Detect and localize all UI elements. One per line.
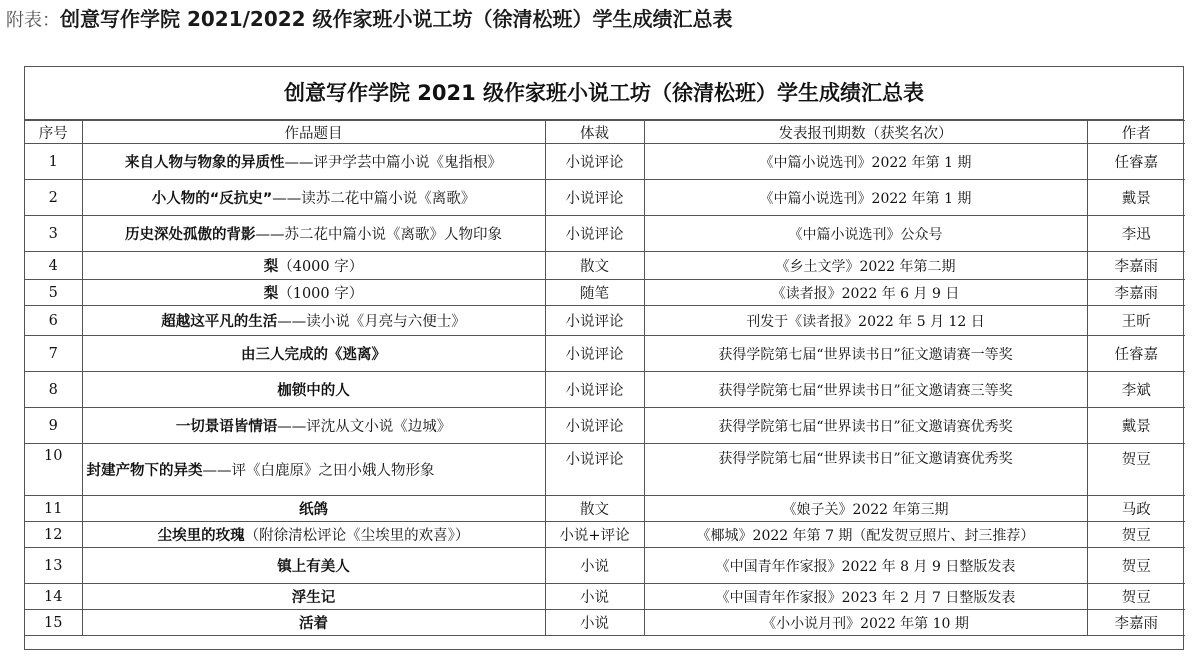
- row-title: [82, 444, 545, 496]
- row-title-main: 超越这平凡的生活: [161, 314, 278, 330]
- row-title-sub: ——评沈从文小说《边城》: [277, 419, 452, 435]
- row-title: [82, 306, 545, 336]
- page-heading-prefix: 附表：: [6, 10, 60, 31]
- row-genre: 小说评论: [545, 408, 644, 444]
- row-author: 李迅: [1087, 216, 1185, 252]
- row-no: 12: [25, 522, 82, 548]
- row-no: 15: [25, 610, 82, 636]
- row-title-main: 尘埃里的玫瑰: [157, 528, 245, 544]
- row-venue: 《读者报》2022 年 6 月 9 日: [644, 280, 1087, 306]
- row-title-sub: （附徐清松评论《尘埃里的欢喜》）: [244, 528, 470, 544]
- header-title: 作品题目: [82, 121, 545, 144]
- row-genre: 小说: [545, 610, 644, 636]
- row-title-main: 小人物的“反抗史”: [151, 191, 273, 207]
- header-row: [25, 121, 1185, 144]
- row-no: 7: [25, 336, 82, 372]
- row-title: [82, 252, 545, 280]
- row-genre: 小说评论: [545, 216, 644, 252]
- row-author: 贺豆: [1087, 522, 1185, 548]
- row-title: [82, 584, 545, 610]
- row-author: 贺豆: [1087, 548, 1185, 584]
- row-no: 14: [25, 584, 82, 610]
- row-genre: 小说评论: [545, 144, 644, 180]
- row-title: [82, 372, 545, 408]
- row-title-main: 来自人物与物象的异质性: [125, 155, 285, 171]
- row-genre: 小说: [545, 548, 644, 584]
- row-genre: 随笔: [545, 280, 644, 306]
- row-no: 1: [25, 144, 82, 180]
- row-title-main: 由三人完成的《逃离》: [241, 347, 386, 363]
- row-author: 马政: [1087, 496, 1185, 522]
- row-title: [82, 180, 545, 216]
- row-no: 5: [25, 280, 82, 306]
- row-no: 8: [25, 372, 82, 408]
- row-no: 11: [25, 496, 82, 522]
- row-title: [82, 548, 545, 584]
- table-row: [25, 496, 1185, 522]
- row-author: 李嘉雨: [1087, 280, 1185, 306]
- row-author: 任睿嘉: [1087, 144, 1185, 180]
- table-row: [25, 336, 1185, 372]
- row-title-main: 梨: [263, 286, 279, 302]
- row-venue: 《椰城》2022 年第 7 期（配发贺豆照片、封三推荐）: [644, 522, 1087, 548]
- row-title-sub: ——评尹学芸中篇小说《鬼指根》: [284, 155, 502, 171]
- header-genre: 体裁: [545, 121, 644, 144]
- row-author: 戴景: [1087, 408, 1185, 444]
- row-venue: 《中篇小说选刊》2022 年第 1 期: [644, 144, 1087, 180]
- row-no: 6: [25, 306, 82, 336]
- row-venue: 获得学院第七届“世界读书日”征文邀请赛优秀奖: [644, 444, 1087, 496]
- header-no: 序号: [25, 121, 82, 144]
- row-venue: 获得学院第七届“世界读书日”征文邀请赛三等奖: [644, 372, 1087, 408]
- row-title: [82, 496, 545, 522]
- row-author: 戴景: [1087, 180, 1185, 216]
- table-row: [25, 548, 1185, 584]
- table-row: [25, 408, 1185, 444]
- row-author: 贺豆: [1087, 444, 1185, 496]
- table-row: [25, 444, 1185, 496]
- table-row: [25, 372, 1185, 408]
- page-heading-title: 创意写作学院 2021/2022 级作家班小说工坊（徐清松班）学生成绩汇总表: [60, 7, 733, 31]
- row-venue: 《小小说月刊》2022 年第 10 期: [644, 610, 1087, 636]
- results-table: [25, 120, 1185, 636]
- row-title-main: 历史深处孤傲的背影: [125, 227, 256, 243]
- row-title-sub: （4000 字）: [278, 259, 364, 275]
- table-body: [25, 144, 1185, 636]
- row-title-main: 活着: [299, 616, 328, 632]
- row-venue: 获得学院第七届“世界读书日”征文邀请赛优秀奖: [644, 408, 1087, 444]
- table-row: [25, 610, 1185, 636]
- row-venue: 《中篇小说选刊》2022 年第 1 期: [644, 180, 1087, 216]
- header-venue: 发表报刊期数（获奖名次）: [644, 121, 1087, 144]
- row-title: [82, 336, 545, 372]
- table-row: [25, 252, 1185, 280]
- row-title: [82, 144, 545, 180]
- row-author: 贺豆: [1087, 584, 1185, 610]
- row-title-sub: ——苏二花中篇小说《离歌》人物印象: [255, 227, 502, 243]
- row-venue: 《乡土文学》2022 年第二期: [644, 252, 1087, 280]
- row-title: [82, 610, 545, 636]
- row-title-main: 浮生记: [291, 590, 336, 606]
- row-author: 李嘉雨: [1087, 610, 1185, 636]
- results-sheet: [24, 66, 1184, 650]
- row-genre: 小说评论: [545, 336, 644, 372]
- row-title-main: 一切景语皆情语: [175, 419, 278, 435]
- row-title-main: 镇上有美人: [277, 559, 350, 575]
- row-genre: 小说评论: [545, 180, 644, 216]
- row-no: 3: [25, 216, 82, 252]
- row-title-sub: ——读苏二花中篇小说《离歌》: [272, 191, 476, 207]
- row-title: [82, 408, 545, 444]
- row-title-main: 纸鸽: [299, 502, 328, 518]
- row-venue: 获得学院第七届“世界读书日”征文邀请赛一等奖: [644, 336, 1087, 372]
- table-row: [25, 280, 1185, 306]
- row-venue: 《中国青年作家报》2023 年 2 月 7 日整版发表: [644, 584, 1087, 610]
- row-genre: 散文: [545, 496, 644, 522]
- row-no: 10: [25, 444, 82, 496]
- row-venue: 刊发于《读者报》2022 年 5 月 12 日: [644, 306, 1087, 336]
- row-author: 李斌: [1087, 372, 1185, 408]
- row-author: 李嘉雨: [1087, 252, 1185, 280]
- row-author: 王昕: [1087, 306, 1185, 336]
- row-title: [82, 216, 545, 252]
- row-title-sub: ——评《白鹿原》之田小娥人物形象: [202, 462, 435, 479]
- row-no: 2: [25, 180, 82, 216]
- row-genre: 小说: [545, 584, 644, 610]
- table-caption: 创意写作学院 2021 级作家班小说工坊（徐清松班）学生成绩汇总表: [25, 67, 1183, 120]
- row-genre: 小说评论: [545, 306, 644, 336]
- row-title: [82, 522, 545, 548]
- table-row: [25, 306, 1185, 336]
- table-row: [25, 522, 1185, 548]
- row-author: 任睿嘉: [1087, 336, 1185, 372]
- row-no: 4: [25, 252, 82, 280]
- row-title-sub: ——读小说《月亮与六便士》: [277, 314, 466, 330]
- row-genre: 小说评论: [545, 444, 644, 496]
- row-genre: 小说+评论: [545, 522, 644, 548]
- page-heading: [6, 4, 733, 34]
- row-venue: 《中国青年作家报》2022 年 8 月 9 日整版发表: [644, 548, 1087, 584]
- table-row: [25, 180, 1185, 216]
- row-title-main: 封建产物下的异类: [86, 462, 203, 479]
- row-venue: 《娘子关》2022 年第三期: [644, 496, 1087, 522]
- row-title-sub: （1000 字）: [278, 286, 364, 302]
- table-row: [25, 584, 1185, 610]
- row-no: 13: [25, 548, 82, 584]
- row-title: [82, 280, 545, 306]
- row-title-main: 枷锁中的人: [277, 383, 350, 399]
- row-title-main: 梨: [263, 259, 279, 275]
- header-author: 作者: [1087, 121, 1185, 144]
- row-venue: 《中篇小说选刊》公众号: [644, 216, 1087, 252]
- table-row: [25, 144, 1185, 180]
- row-genre: 散文: [545, 252, 644, 280]
- row-no: 9: [25, 408, 82, 444]
- row-genre: 小说评论: [545, 372, 644, 408]
- table-row: [25, 216, 1185, 252]
